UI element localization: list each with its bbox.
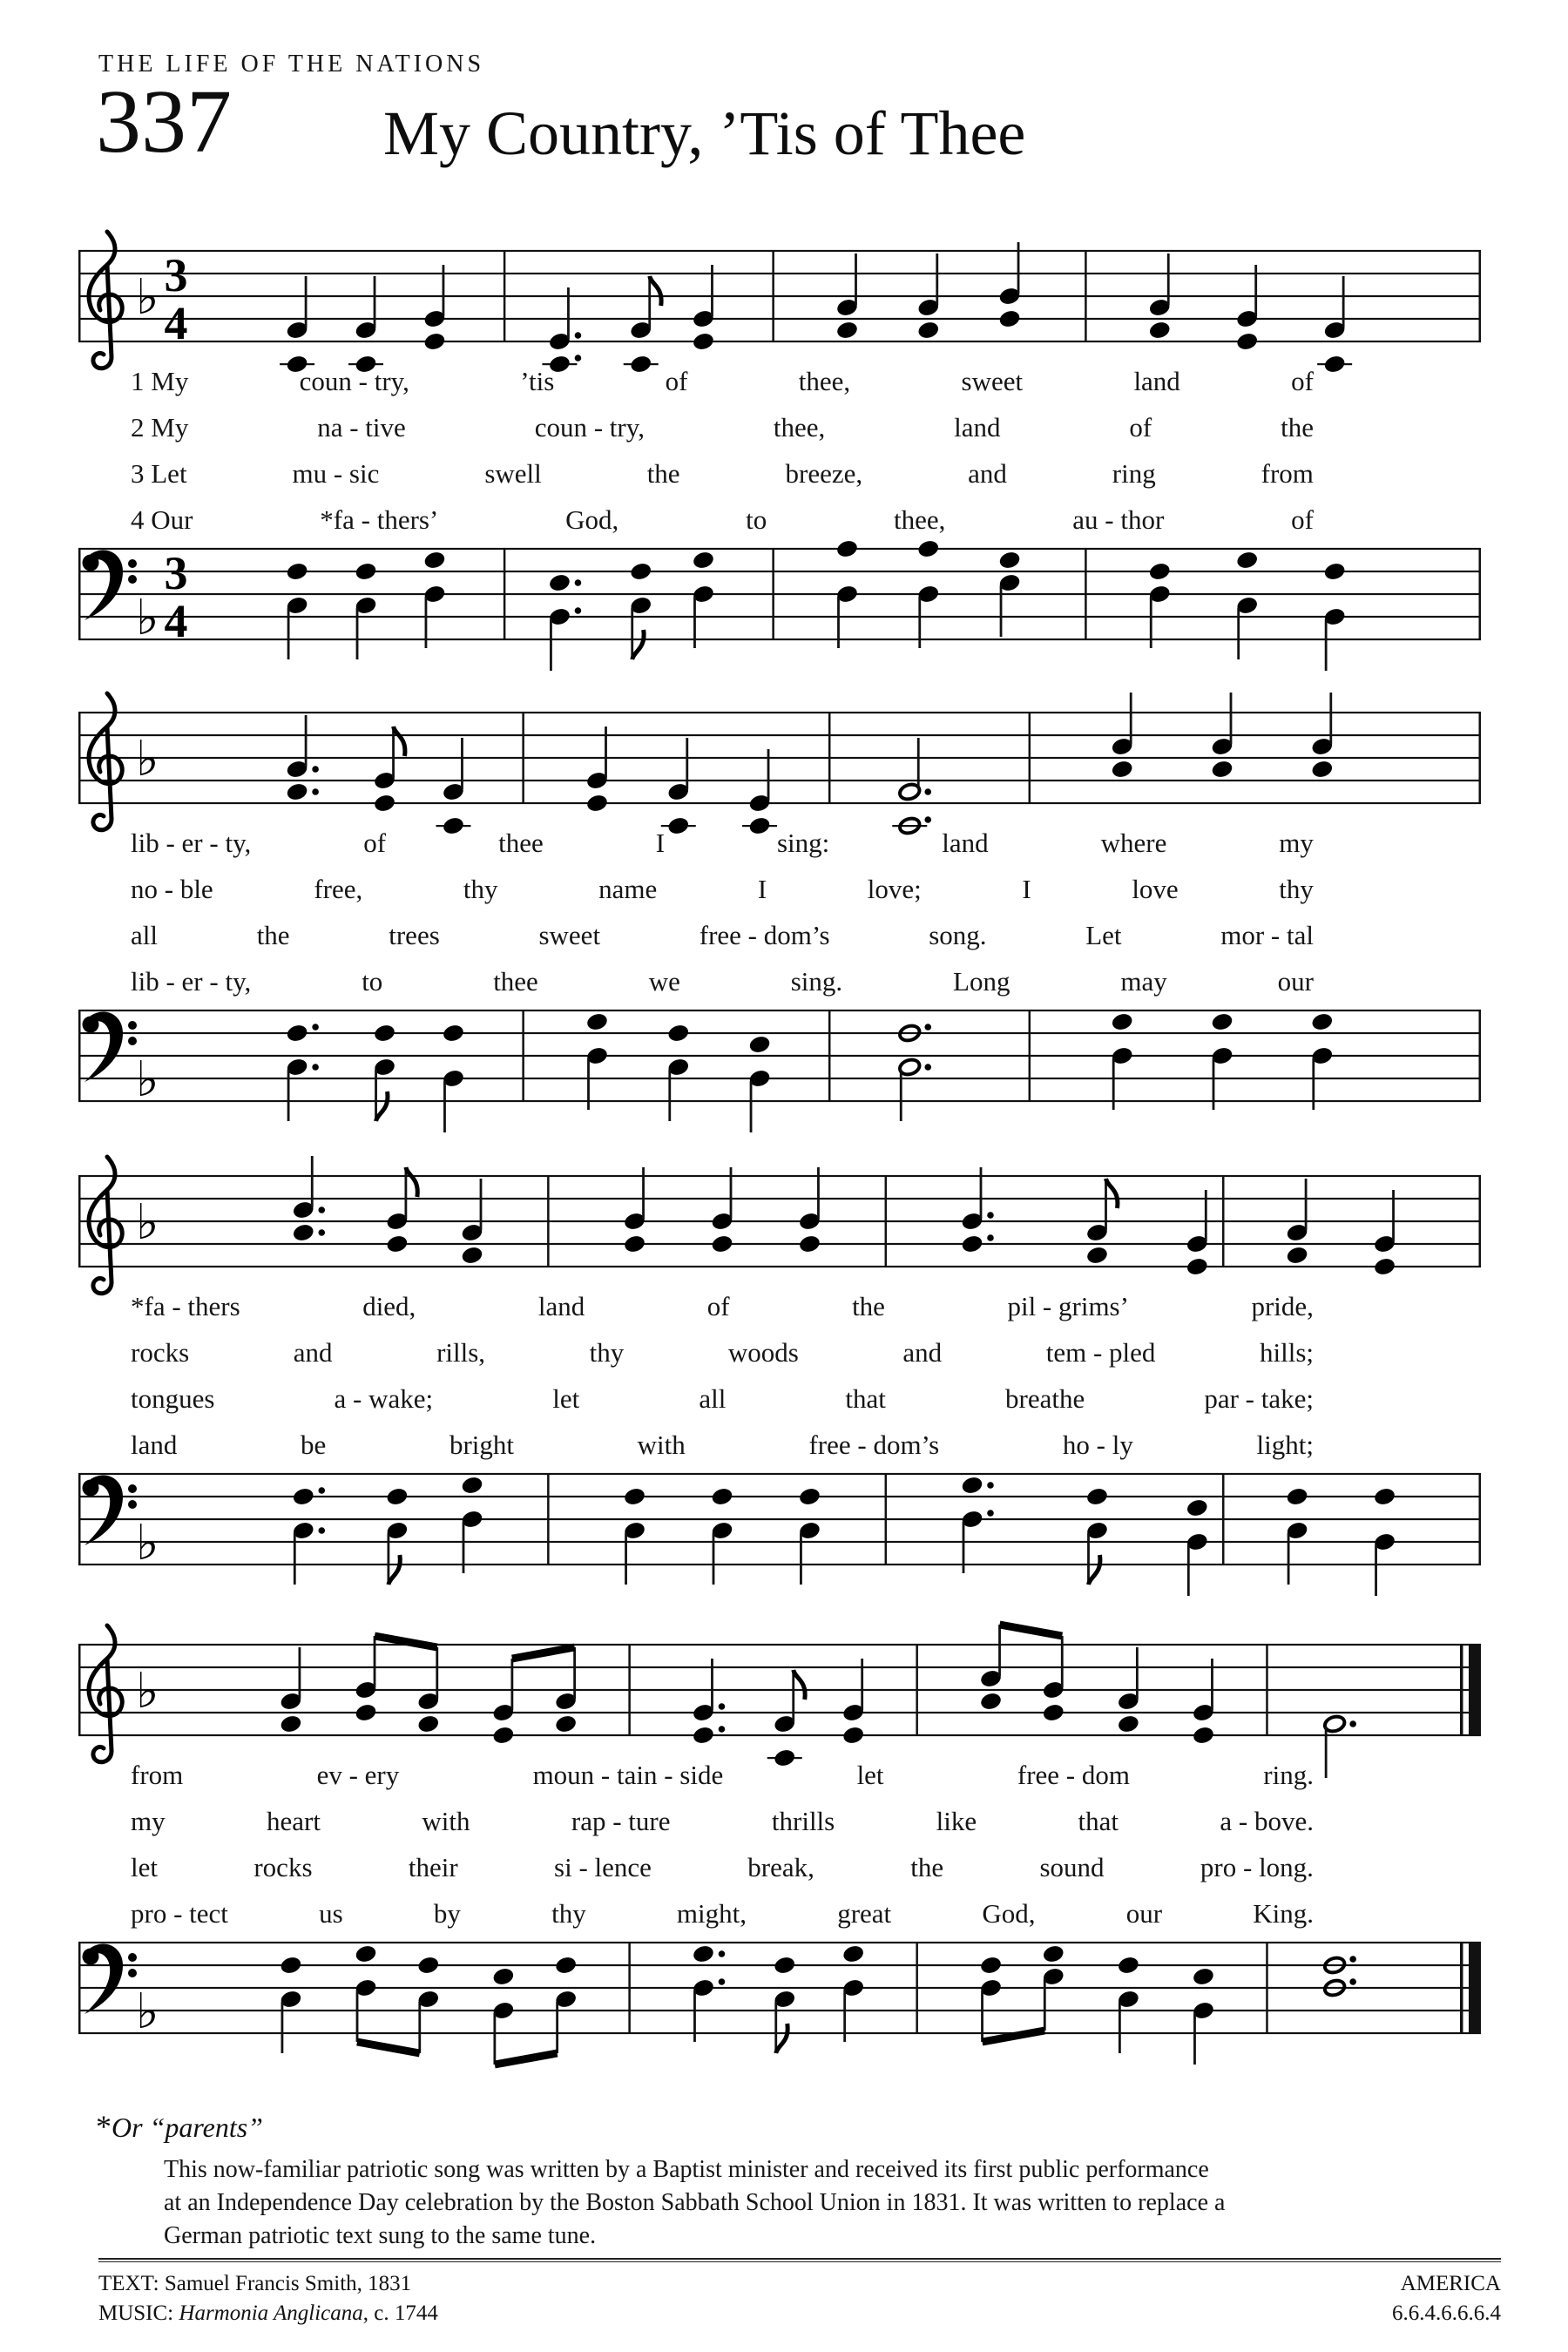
meter: 6.6.4.6.6.6.4 bbox=[1392, 2301, 1501, 2325]
lyric-syllable: a - bove. bbox=[1220, 1806, 1314, 1836]
note-head bbox=[1111, 759, 1134, 779]
note-head bbox=[416, 1713, 440, 1734]
lyric-syllable: let bbox=[856, 1760, 884, 1790]
note-head bbox=[1310, 759, 1334, 779]
lyric-syllable: *fa - thers’ bbox=[320, 504, 439, 535]
lyric-syllable: all bbox=[131, 920, 158, 950]
lyric-syllable: great bbox=[837, 1898, 892, 1929]
lyric-syllable: free - dom’s bbox=[808, 1429, 940, 1460]
lyric-syllable: King. bbox=[1253, 1898, 1314, 1929]
lyric-syllable: to bbox=[746, 504, 767, 535]
lyric-syllable: thee, bbox=[798, 366, 851, 396]
lyric-syllable: sing. bbox=[790, 966, 843, 997]
lyric-syllable: pride, bbox=[1251, 1291, 1314, 1321]
lyric-syllable: sing: bbox=[776, 828, 830, 858]
lyric-syllable: par - take; bbox=[1204, 1383, 1314, 1414]
lyric-syllable: where bbox=[1100, 828, 1167, 858]
note-head bbox=[710, 1233, 733, 1254]
lyric-row bbox=[131, 1806, 1314, 1852]
lyric-syllable: Let bbox=[1085, 920, 1122, 950]
note-head bbox=[1117, 1713, 1140, 1734]
lyric-row bbox=[131, 412, 1314, 458]
flat-sign-icon: ♭ bbox=[136, 1984, 159, 2040]
lyric-syllable: died, bbox=[362, 1291, 416, 1321]
note-head bbox=[279, 1713, 302, 1734]
bass-clef-icon bbox=[83, 550, 138, 620]
bass-clef-icon bbox=[83, 1943, 138, 2014]
lyric-syllable: and bbox=[902, 1337, 943, 1368]
note-head bbox=[385, 1486, 409, 1506]
flat-sign-icon: ♭ bbox=[136, 1194, 159, 1251]
note-head bbox=[354, 1943, 377, 1963]
note-head bbox=[916, 320, 940, 340]
lyric-syllable: sound bbox=[1039, 1852, 1105, 1882]
note-head bbox=[1186, 1256, 1209, 1276]
note-head bbox=[422, 550, 446, 570]
lyric-syllable: break, bbox=[747, 1852, 814, 1882]
lyric-syllable: ring. bbox=[1263, 1760, 1314, 1790]
note-head bbox=[1111, 1011, 1134, 1031]
note-head bbox=[798, 1486, 821, 1506]
note-head bbox=[692, 1943, 715, 1963]
note-head bbox=[960, 1233, 983, 1254]
lyric-syllable: a - wake; bbox=[334, 1383, 434, 1414]
flat-sign-icon: ♭ bbox=[136, 1515, 159, 1571]
note-head bbox=[1323, 561, 1347, 581]
lyric-syllable: 4 Our bbox=[131, 504, 193, 535]
lyric-syllable: land bbox=[537, 1291, 585, 1321]
lyric-syllable: their bbox=[408, 1852, 458, 1882]
note-head bbox=[416, 1955, 440, 1975]
lyric-syllable: coun - try, bbox=[534, 412, 645, 443]
lyric-syllable: rocks bbox=[253, 1852, 313, 1882]
lyric-syllable: au - thor bbox=[1072, 504, 1165, 535]
lyric-syllable: with bbox=[637, 1429, 686, 1460]
note-head bbox=[841, 1725, 865, 1745]
lyric-row bbox=[131, 874, 1314, 920]
note-head bbox=[1085, 1245, 1109, 1265]
time-signature-bottom: 4 bbox=[164, 595, 188, 647]
note-head bbox=[979, 1955, 1003, 1975]
note-head bbox=[1148, 561, 1172, 581]
treble-clef-icon bbox=[89, 1157, 122, 1294]
lyric-syllable: sweet bbox=[961, 366, 1024, 396]
note-head bbox=[460, 1245, 483, 1265]
note-head bbox=[1323, 354, 1347, 374]
lyric-syllable: with bbox=[422, 1806, 470, 1836]
commentary-line: This now-familiar patriotic song was written by a Baptist minister and received its first public performance bbox=[164, 2156, 1209, 2183]
treble-clef-icon bbox=[89, 232, 122, 368]
note-head bbox=[1117, 1955, 1140, 1975]
section-header: THE LIFE OF THE NATIONS bbox=[98, 51, 485, 78]
lyric-syllable: all bbox=[699, 1383, 727, 1414]
lyric-syllable: moun - tain - side bbox=[532, 1760, 724, 1790]
lyric-syllable: ’tis bbox=[520, 366, 555, 396]
lyric-syllable: pil - grims’ bbox=[1007, 1291, 1129, 1321]
note-head bbox=[354, 561, 377, 581]
lyric-syllable: the bbox=[646, 458, 680, 489]
lyric-syllable: thy bbox=[589, 1337, 625, 1368]
bass-clef-icon bbox=[83, 1475, 138, 1545]
note-head bbox=[629, 561, 652, 581]
eighth-flag-icon bbox=[1106, 1179, 1118, 1208]
lyric-syllable: land bbox=[131, 1429, 178, 1460]
note-head bbox=[841, 1943, 865, 1963]
lyric-syllable: we bbox=[648, 966, 680, 997]
lyric-syllable: pro - tect bbox=[131, 1898, 228, 1929]
lyric-syllable: of bbox=[665, 366, 688, 396]
lyric-syllable: from bbox=[1260, 458, 1314, 489]
lyric-row bbox=[131, 1291, 1314, 1337]
note-head bbox=[997, 550, 1021, 570]
hymn-title: My Country, ’Tis of Thee bbox=[383, 98, 1026, 168]
note-head bbox=[773, 1955, 796, 1975]
footnote bbox=[96, 2108, 263, 2145]
lyric-syllable: swell bbox=[484, 458, 542, 489]
lyric-syllable: rap - ture bbox=[571, 1806, 671, 1836]
note-head bbox=[1310, 1011, 1334, 1031]
bass-staff bbox=[78, 1882, 1507, 2117]
note-head bbox=[354, 1702, 377, 1722]
lyric-syllable: 1 My bbox=[131, 366, 189, 396]
lyric-syllable: of bbox=[706, 1291, 730, 1321]
lyric-syllable: like bbox=[936, 1806, 977, 1836]
lyric-syllable: our bbox=[1125, 1898, 1163, 1929]
beam bbox=[1000, 1625, 1063, 1636]
tune-name: AMERICA bbox=[1400, 2272, 1501, 2295]
eighth-flag-icon bbox=[406, 1167, 417, 1197]
note-head bbox=[916, 538, 940, 558]
note-head bbox=[1042, 1943, 1065, 1963]
time-signature-top: 3 bbox=[164, 547, 188, 599]
note-head bbox=[623, 1486, 646, 1506]
lyric-syllable: land bbox=[1133, 366, 1180, 396]
lyric-syllable: song. bbox=[929, 920, 987, 950]
lyric-syllable: tongues bbox=[131, 1383, 215, 1414]
time-signature-bottom: 4 bbox=[164, 297, 188, 349]
lyric-syllable: may bbox=[1120, 966, 1167, 997]
lyric-syllable: free - dom bbox=[1017, 1760, 1130, 1790]
note-head bbox=[460, 1475, 483, 1495]
flat-sign-icon: ♭ bbox=[136, 269, 159, 326]
lyric-syllable: breeze, bbox=[785, 458, 863, 489]
lyric-syllable: rills, bbox=[436, 1337, 486, 1368]
flat-sign-icon: ♭ bbox=[136, 1051, 159, 1108]
hymn-number: 337 bbox=[96, 71, 232, 172]
lyric-syllable: I bbox=[757, 874, 767, 904]
lyric-syllable: na - tive bbox=[317, 412, 406, 443]
lyric-syllable: 3 Let bbox=[131, 458, 187, 489]
lyric-syllable: sweet bbox=[538, 920, 601, 950]
lyric-row bbox=[131, 828, 1314, 874]
lyric-syllable: of bbox=[1291, 366, 1314, 396]
note-head bbox=[442, 1023, 465, 1043]
lyric-syllable: my bbox=[1279, 828, 1314, 858]
lyric-syllable: love bbox=[1132, 874, 1179, 904]
lyric-syllable: let bbox=[552, 1383, 580, 1414]
lyric-row bbox=[131, 366, 1314, 412]
note-head bbox=[1286, 1245, 1309, 1265]
note-head bbox=[692, 550, 715, 570]
lyric-syllable: God, bbox=[565, 504, 619, 535]
commentary-line: German patriotic text sung to the same tune. bbox=[164, 2222, 597, 2249]
note-head bbox=[1235, 331, 1259, 351]
note-head bbox=[385, 1233, 409, 1254]
note-head bbox=[1192, 1725, 1215, 1745]
note-head bbox=[710, 1486, 733, 1506]
note-head bbox=[1210, 759, 1233, 779]
lyric-syllable: land bbox=[942, 828, 989, 858]
lyric-syllable: free - dom’s bbox=[699, 920, 830, 950]
lyric-syllable: thee bbox=[498, 828, 544, 858]
lyric-syllable: rocks bbox=[131, 1337, 190, 1368]
lyric-syllable: lib - er - ty, bbox=[131, 828, 252, 858]
lyric-syllable: I bbox=[1022, 874, 1031, 904]
lyric-syllable: mu - sic bbox=[292, 458, 380, 489]
commentary-line: at an Independence Day celebration by the Boston Sabbath School Union in 1831. It was written to replace a bbox=[164, 2189, 1226, 2216]
lyric-syllable: the bbox=[256, 920, 290, 950]
note-head bbox=[1148, 320, 1172, 340]
beam bbox=[357, 2042, 420, 2053]
lyric-syllable: thee bbox=[493, 966, 538, 997]
music-credit: MUSIC: Harmonia Anglicana, c. 1744 bbox=[98, 2301, 438, 2325]
lyric-syllable: land bbox=[954, 412, 1001, 443]
lyric-syllable: Long bbox=[953, 966, 1010, 997]
lyric-syllable: trees bbox=[389, 920, 440, 950]
note-head bbox=[292, 1222, 315, 1242]
bass-system-4 bbox=[78, 1882, 1507, 2143]
eighth-flag-icon bbox=[394, 727, 405, 756]
note-head bbox=[623, 1233, 646, 1254]
note-head bbox=[1210, 1011, 1233, 1031]
footnote-asterisk: * bbox=[96, 2109, 112, 2144]
lyric-syllable: and bbox=[968, 458, 1007, 489]
eighth-flag-icon bbox=[794, 1670, 805, 1700]
music-source-title: Harmonia Anglicana bbox=[179, 2301, 363, 2325]
note-head bbox=[286, 781, 309, 801]
note-head bbox=[491, 1966, 515, 1986]
eighth-flag-icon bbox=[650, 276, 661, 306]
note-head bbox=[997, 308, 1021, 328]
note-head bbox=[1042, 1702, 1065, 1722]
lyric-syllable: bright bbox=[449, 1429, 515, 1460]
note-head bbox=[422, 331, 446, 351]
note-head bbox=[554, 1713, 578, 1734]
note-head bbox=[1192, 1966, 1215, 1986]
lyric-syllable: pro - long. bbox=[1200, 1852, 1314, 1882]
note-head bbox=[548, 572, 571, 592]
lyric-syllable: thee, bbox=[773, 412, 826, 443]
lyric-syllable: coun - try, bbox=[299, 366, 409, 396]
note-head bbox=[1286, 1486, 1309, 1506]
lyric-syllable: name bbox=[598, 874, 658, 904]
lyric-syllable: from bbox=[131, 1760, 184, 1790]
lyric-syllable: to bbox=[362, 966, 383, 997]
lyric-syllable: of bbox=[1129, 412, 1152, 443]
lyric-syllable: God, bbox=[982, 1898, 1036, 1929]
lyric-row bbox=[131, 1760, 1314, 1806]
note-head bbox=[292, 1486, 315, 1506]
lyric-syllable: hills; bbox=[1259, 1337, 1314, 1368]
text-credit: TEXT: Samuel Francis Smith, 1831 bbox=[98, 2272, 412, 2295]
lyric-syllable: no - ble bbox=[131, 874, 213, 904]
lyric-syllable: si - lence bbox=[554, 1852, 652, 1882]
note-head bbox=[835, 538, 859, 558]
note-head bbox=[798, 1233, 821, 1254]
note-head bbox=[692, 1725, 715, 1745]
lyric-syllable: thrills bbox=[771, 1806, 835, 1836]
lyric-syllable: breathe bbox=[1005, 1383, 1085, 1414]
lyric-syllable: thy bbox=[463, 874, 498, 904]
note-head bbox=[373, 1023, 396, 1043]
lyric-syllable: us bbox=[319, 1898, 343, 1929]
lyric-syllable: and bbox=[293, 1337, 333, 1368]
note-head bbox=[585, 793, 609, 813]
note-head bbox=[286, 1023, 309, 1043]
lyric-syllable: light; bbox=[1256, 1429, 1314, 1460]
lyric-syllable: our bbox=[1277, 966, 1314, 997]
lyric-syllable: ring bbox=[1112, 458, 1156, 489]
note-head bbox=[747, 1034, 771, 1054]
lyric-syllable: tem - pled bbox=[1045, 1337, 1156, 1368]
lyric-syllable: heart bbox=[267, 1806, 321, 1836]
lyric-syllable: let bbox=[131, 1852, 158, 1882]
lyric-row bbox=[131, 1337, 1314, 1383]
treble-clef-icon bbox=[89, 1625, 122, 1762]
lyric-syllable: lib - er - ty, bbox=[131, 966, 252, 997]
note-head bbox=[666, 1023, 690, 1043]
beam bbox=[512, 1647, 575, 1659]
lyric-syllable: mor - tal bbox=[1220, 920, 1314, 950]
lyric-syllable: I bbox=[655, 828, 666, 858]
note-head bbox=[835, 320, 859, 340]
time-signature-top: 3 bbox=[164, 249, 188, 301]
note-head bbox=[491, 1725, 515, 1745]
lyric-syllable: the bbox=[852, 1291, 885, 1321]
lyric-syllable: 2 My bbox=[131, 412, 189, 443]
lyric-syllable: by bbox=[433, 1898, 461, 1929]
lyric-syllable: thy bbox=[1279, 874, 1314, 904]
lyric-syllable: the bbox=[910, 1852, 944, 1882]
flat-sign-icon: ♭ bbox=[136, 1663, 159, 1720]
eighth-flag-icon bbox=[776, 2024, 787, 2053]
lyric-syllable: ho - ly bbox=[1062, 1429, 1133, 1460]
note-head bbox=[1373, 1486, 1396, 1506]
lyric-syllable: of bbox=[363, 828, 387, 858]
lyric-syllable: of bbox=[1291, 504, 1314, 535]
footnote-text: Or “parents” bbox=[112, 2112, 263, 2143]
lyric-syllable: that bbox=[845, 1383, 886, 1414]
note-head bbox=[286, 561, 309, 581]
note-head bbox=[279, 1955, 302, 1975]
lyric-syllable: that bbox=[1078, 1806, 1119, 1836]
lyric-syllable: the bbox=[1281, 412, 1314, 443]
lyric-syllable: my bbox=[131, 1806, 166, 1836]
note-head bbox=[373, 793, 396, 813]
footer-divider bbox=[98, 2258, 1501, 2262]
lyric-syllable: free, bbox=[314, 874, 363, 904]
note-head bbox=[585, 1011, 609, 1031]
flat-sign-icon: ♭ bbox=[136, 731, 159, 787]
note-head bbox=[1235, 550, 1259, 570]
beam bbox=[495, 2053, 558, 2065]
lyric-syllable: ev - ery bbox=[316, 1760, 400, 1790]
note-head bbox=[960, 1475, 983, 1495]
note-head bbox=[979, 1691, 1003, 1711]
note-head bbox=[554, 1955, 578, 1975]
lyric-syllable: might, bbox=[676, 1898, 747, 1929]
lyric-syllable: be bbox=[301, 1429, 327, 1460]
lyric-syllable: *fa - thers bbox=[131, 1291, 240, 1321]
bass-clef-icon bbox=[83, 1011, 138, 1082]
treble-clef-icon bbox=[89, 693, 122, 830]
commentary-paragraph bbox=[164, 2153, 1505, 2253]
lyric-syllable: thee, bbox=[894, 504, 946, 535]
lyric-syllable: thy bbox=[551, 1898, 586, 1929]
flat-sign-icon: ♭ bbox=[136, 590, 159, 646]
lyric-syllable: love; bbox=[867, 874, 922, 904]
note-head bbox=[692, 331, 715, 351]
note-head bbox=[1085, 1486, 1109, 1506]
note-head bbox=[1186, 1497, 1209, 1517]
lyric-syllable: woods bbox=[727, 1337, 799, 1368]
note-head bbox=[1373, 1256, 1396, 1276]
